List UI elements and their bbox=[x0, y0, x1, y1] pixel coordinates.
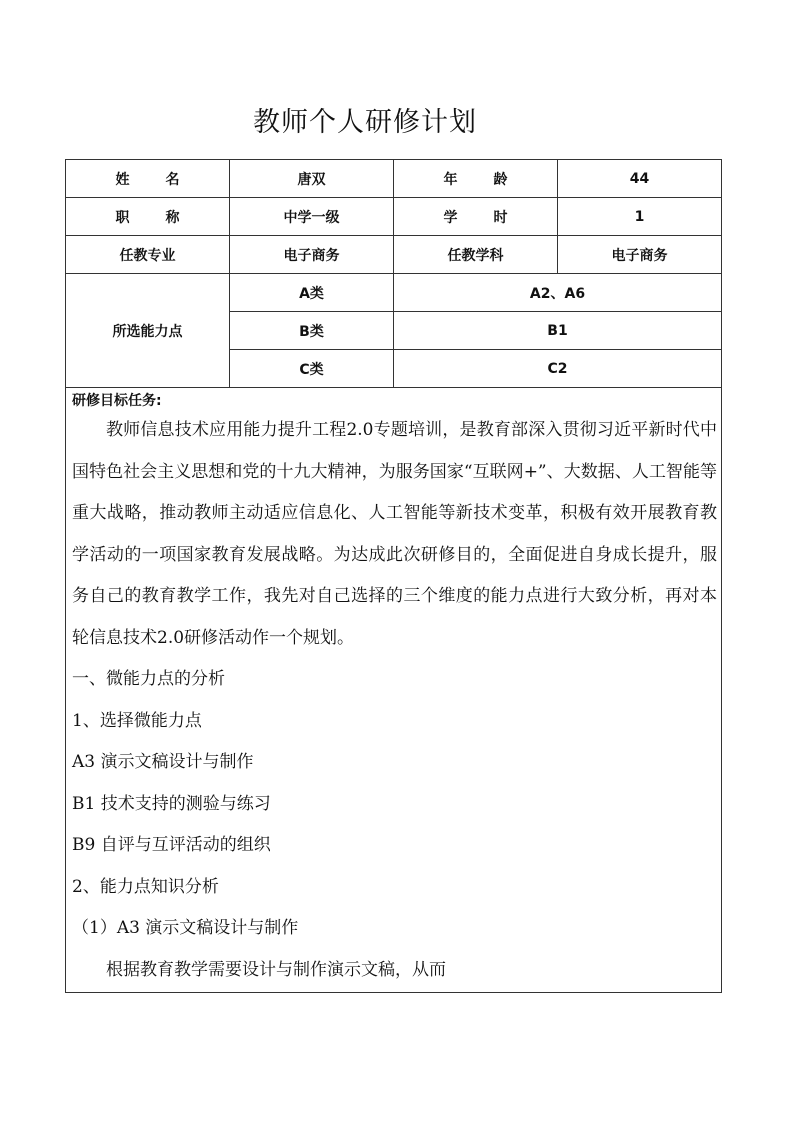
analysis-heading: （1）A3 演示文稿设计与制作 bbox=[72, 918, 299, 938]
ability-category-a: A类 bbox=[230, 274, 394, 312]
age-value: 44 bbox=[558, 160, 722, 198]
name-label bbox=[66, 160, 230, 198]
major-label: 任教专业 bbox=[66, 236, 230, 274]
table-row bbox=[66, 198, 722, 236]
major-value: 电子商务 bbox=[230, 236, 394, 274]
ability-value-c: C2 bbox=[394, 350, 722, 388]
goal-label: 研修目标任务: bbox=[72, 393, 162, 409]
table-row bbox=[66, 236, 722, 274]
subsection-heading: 1、选择微能力点 bbox=[72, 710, 202, 731]
goal-content bbox=[66, 388, 721, 992]
analysis-text: 根据教育教学需要设计与制作演示文稿，从而 bbox=[106, 959, 446, 980]
label-char: 年 bbox=[443, 171, 458, 188]
table-row bbox=[66, 160, 722, 198]
age-label bbox=[394, 160, 558, 198]
goal-paragraph: 教师信息技术应用能力提升工程2.0专题培训，是教育部深入贯彻习近平新时代中国特色社会主义思想和党的十九大精神，为服务国家“互联网+”、大数据、人工智能等重大战略，推动教师主动适应信息化、人工智能等新技术变革，积极有效开展教育教学活动的一项国家教育发展战略。为达成此次研修目的，全面促进自身成长提升，服务自己的教育教学工作，我先对自己选择的三个维度的能力点进行大致分析，再对本轮信息技术2.0研修活动作一个规划。 bbox=[72, 420, 717, 648]
plan-table bbox=[65, 159, 722, 993]
ability-item: B1 技术支持的测验与练习 bbox=[72, 793, 271, 814]
page-title: 教师个人研修计划 bbox=[253, 107, 477, 138]
plan-table-wrapper bbox=[65, 159, 719, 993]
section-heading: 一、微能力点的分析 bbox=[72, 669, 225, 689]
table-row bbox=[66, 274, 722, 312]
title-label bbox=[66, 198, 230, 236]
subject-label: 任教学科 bbox=[394, 236, 558, 274]
label-char: 职 bbox=[115, 209, 130, 226]
label-char: 学 bbox=[443, 209, 458, 226]
subsection-heading: 2、能力点知识分析 bbox=[72, 876, 219, 897]
table-row bbox=[66, 388, 722, 993]
ability-label: 所选能力点 bbox=[66, 274, 230, 388]
ability-category-b: B类 bbox=[230, 312, 394, 350]
ability-category-c: C类 bbox=[230, 350, 394, 388]
label-char: 称 bbox=[165, 209, 180, 226]
ability-item: B9 自评与互评活动的组织 bbox=[72, 835, 271, 855]
ability-value-a: A2、A6 bbox=[394, 274, 722, 312]
subject-value: 电子商务 bbox=[558, 236, 722, 274]
ability-item: A3 演示文稿设计与制作 bbox=[72, 752, 254, 772]
name-value: 唐双 bbox=[230, 160, 394, 198]
label-char: 姓 bbox=[115, 171, 130, 188]
label-char: 名 bbox=[165, 171, 180, 188]
title-value: 中学一级 bbox=[230, 198, 394, 236]
goal-cell bbox=[66, 388, 722, 993]
label-char: 龄 bbox=[493, 171, 508, 188]
hours-value: 1 bbox=[558, 198, 722, 236]
hours-label bbox=[394, 198, 558, 236]
label-char: 时 bbox=[493, 209, 508, 226]
ability-value-b: B1 bbox=[394, 312, 722, 350]
